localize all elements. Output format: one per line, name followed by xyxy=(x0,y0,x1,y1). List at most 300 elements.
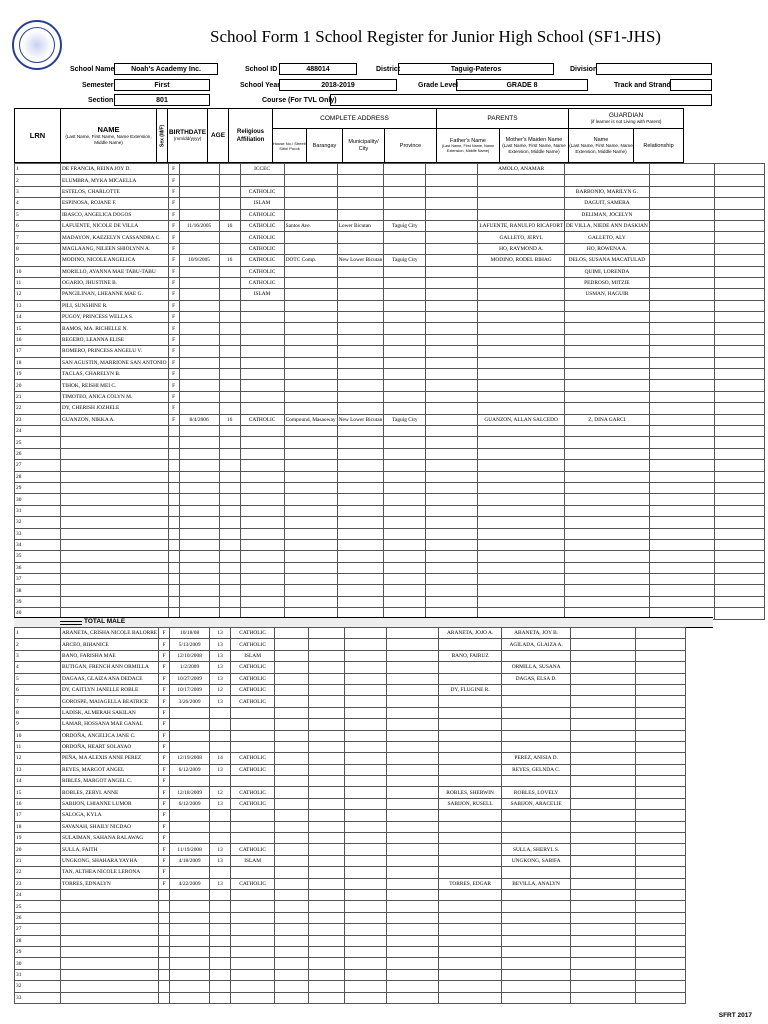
province-cell[interactable] xyxy=(387,696,439,707)
barangay-cell[interactable] xyxy=(337,209,384,220)
lrn-cell[interactable]: 1 xyxy=(15,628,61,639)
father-cell[interactable] xyxy=(439,935,502,946)
city-cell[interactable] xyxy=(384,186,426,197)
sex-cell[interactable] xyxy=(168,460,179,471)
barangay-cell[interactable] xyxy=(309,855,345,866)
lrn-cell[interactable]: 6 xyxy=(15,220,61,231)
house-cell[interactable] xyxy=(284,528,337,539)
father-cell[interactable] xyxy=(478,539,565,550)
father-cell[interactable] xyxy=(439,912,502,923)
sex-cell[interactable] xyxy=(159,912,170,923)
sex-cell[interactable]: F xyxy=(159,696,170,707)
sex-cell[interactable] xyxy=(168,551,179,562)
barangay-cell[interactable] xyxy=(309,787,345,798)
lrn-cell[interactable]: 8 xyxy=(15,707,61,718)
religion-cell[interactable] xyxy=(240,403,284,414)
sex-cell[interactable] xyxy=(159,981,170,992)
barangay-cell[interactable] xyxy=(309,650,345,661)
religion-cell[interactable] xyxy=(231,935,275,946)
province-cell[interactable] xyxy=(426,562,478,573)
religion-cell[interactable] xyxy=(240,596,284,607)
barangay-cell[interactable] xyxy=(309,798,345,809)
house-cell[interactable] xyxy=(275,810,309,821)
relationship-cell[interactable] xyxy=(714,334,764,345)
province-cell[interactable] xyxy=(387,924,439,935)
province-cell[interactable] xyxy=(387,810,439,821)
city-cell[interactable] xyxy=(384,277,426,288)
relationship-cell[interactable] xyxy=(714,448,764,459)
province-cell[interactable] xyxy=(426,403,478,414)
barangay-cell[interactable] xyxy=(309,901,345,912)
barangay-cell[interactable] xyxy=(337,551,384,562)
birthdate-cell[interactable] xyxy=(170,935,210,946)
birthdate-cell[interactable] xyxy=(179,175,219,186)
guardian-name-cell[interactable] xyxy=(649,574,714,585)
guardian-name-cell[interactable] xyxy=(571,673,636,684)
house-cell[interactable] xyxy=(284,585,337,596)
age-cell[interactable] xyxy=(219,369,240,380)
name-cell[interactable]: ORDOÑA, HEART SOLAYAO xyxy=(61,741,159,752)
father-cell[interactable] xyxy=(439,730,502,741)
relationship-cell[interactable] xyxy=(636,764,686,775)
name-cell[interactable]: IBASCO, ANGELICA DOGOS xyxy=(61,209,169,220)
mother-cell[interactable]: PEDROSO, MITZIE xyxy=(565,277,650,288)
mother-cell[interactable] xyxy=(502,696,571,707)
relationship-cell[interactable] xyxy=(714,585,764,596)
name-cell[interactable]: ARCEO, RIHANICE xyxy=(61,639,159,650)
religion-cell[interactable] xyxy=(240,471,284,482)
name-cell[interactable] xyxy=(61,460,169,471)
province-cell[interactable] xyxy=(387,776,439,787)
city-cell[interactable] xyxy=(384,574,426,585)
province-cell[interactable] xyxy=(387,844,439,855)
name-cell[interactable] xyxy=(61,992,159,1003)
lrn-cell[interactable]: 2 xyxy=(15,175,61,186)
name-cell[interactable]: ROMERO, PRINCESS ANGELU V. xyxy=(61,346,169,357)
mother-cell[interactable] xyxy=(565,585,650,596)
father-cell[interactable]: ROBLES, SHERWIN xyxy=(439,787,502,798)
lrn-cell[interactable]: 32 xyxy=(15,517,61,528)
lrn-cell[interactable]: 3 xyxy=(15,186,61,197)
religion-cell[interactable] xyxy=(240,334,284,345)
province-cell[interactable] xyxy=(426,539,478,550)
house-cell[interactable] xyxy=(275,833,309,844)
birthdate-cell[interactable] xyxy=(179,460,219,471)
birthdate-cell[interactable]: 4/22/2009 xyxy=(170,878,210,889)
birthdate-cell[interactable] xyxy=(179,437,219,448)
sex-cell[interactable]: F xyxy=(159,707,170,718)
city-cell[interactable] xyxy=(384,323,426,334)
relationship-cell[interactable] xyxy=(714,357,764,368)
name-cell[interactable] xyxy=(61,539,169,550)
city-cell[interactable] xyxy=(345,924,387,935)
house-cell[interactable] xyxy=(275,673,309,684)
name-cell[interactable] xyxy=(61,471,169,482)
father-cell[interactable] xyxy=(478,494,565,505)
sex-cell[interactable] xyxy=(168,574,179,585)
mother-cell[interactable] xyxy=(565,574,650,585)
father-cell[interactable] xyxy=(478,437,565,448)
city-cell[interactable] xyxy=(345,764,387,775)
age-cell[interactable]: 13 xyxy=(210,628,231,639)
house-cell[interactable] xyxy=(275,889,309,900)
name-cell[interactable] xyxy=(61,574,169,585)
guardian-name-cell[interactable] xyxy=(649,266,714,277)
mother-cell[interactable] xyxy=(565,391,650,402)
city-cell[interactable] xyxy=(345,787,387,798)
birthdate-cell[interactable]: 6/12/2009 xyxy=(170,798,210,809)
barangay-cell[interactable] xyxy=(309,935,345,946)
birthdate-cell[interactable] xyxy=(170,821,210,832)
province-cell[interactable] xyxy=(426,437,478,448)
sex-cell[interactable]: F xyxy=(168,300,179,311)
relationship-cell[interactable] xyxy=(636,662,686,673)
age-cell[interactable] xyxy=(219,346,240,357)
father-cell[interactable] xyxy=(439,810,502,821)
city-cell[interactable] xyxy=(384,380,426,391)
name-cell[interactable]: RAMOS, MA. RICHELLE N. xyxy=(61,323,169,334)
father-cell[interactable]: GALLETO, JERYL xyxy=(478,232,565,243)
barangay-cell[interactable] xyxy=(337,243,384,254)
lrn-cell[interactable]: 36 xyxy=(15,562,61,573)
house-cell[interactable] xyxy=(275,878,309,889)
province-cell[interactable] xyxy=(387,935,439,946)
city-cell[interactable] xyxy=(345,855,387,866)
father-cell[interactable] xyxy=(478,277,565,288)
city-cell[interactable] xyxy=(384,198,426,209)
province-cell[interactable] xyxy=(426,289,478,300)
sex-cell[interactable]: F xyxy=(168,255,179,266)
city-cell[interactable] xyxy=(345,628,387,639)
birthdate-cell[interactable] xyxy=(170,901,210,912)
city-cell[interactable] xyxy=(384,596,426,607)
relationship-cell[interactable] xyxy=(714,414,764,425)
age-cell[interactable] xyxy=(219,209,240,220)
lrn-cell[interactable]: 29 xyxy=(15,482,61,493)
sex-cell[interactable]: F xyxy=(168,232,179,243)
age-cell[interactable]: 13 xyxy=(210,673,231,684)
relationship-cell[interactable] xyxy=(636,867,686,878)
barangay-cell[interactable] xyxy=(309,867,345,878)
age-cell[interactable]: 13 xyxy=(210,764,231,775)
city-cell[interactable] xyxy=(345,935,387,946)
relationship-cell[interactable] xyxy=(636,878,686,889)
name-cell[interactable] xyxy=(61,494,169,505)
barangay-cell[interactable] xyxy=(337,198,384,209)
city-cell[interactable] xyxy=(384,460,426,471)
name-cell[interactable]: RIBLES, MARGOT ANGEL C. xyxy=(61,776,159,787)
relationship-cell[interactable] xyxy=(714,596,764,607)
mother-cell[interactable] xyxy=(565,323,650,334)
city-cell[interactable] xyxy=(384,346,426,357)
house-cell[interactable] xyxy=(284,403,337,414)
birthdate-cell[interactable] xyxy=(179,448,219,459)
house-cell[interactable] xyxy=(275,958,309,969)
father-cell[interactable]: AMOLO, ANAMAR xyxy=(478,164,565,175)
father-cell[interactable] xyxy=(439,753,502,764)
province-cell[interactable] xyxy=(387,867,439,878)
province-cell[interactable] xyxy=(426,551,478,562)
barangay-cell[interactable] xyxy=(309,662,345,673)
sex-cell[interactable]: F xyxy=(168,369,179,380)
religion-cell[interactable]: CATHOLIC xyxy=(231,844,275,855)
barangay-cell[interactable] xyxy=(337,175,384,186)
religion-cell[interactable] xyxy=(240,539,284,550)
father-cell[interactable] xyxy=(478,198,565,209)
track-strand-field[interactable] xyxy=(670,79,712,91)
city-cell[interactable] xyxy=(345,969,387,980)
barangay-cell[interactable] xyxy=(337,460,384,471)
name-cell[interactable]: OGARIO, JHUSTINE B. xyxy=(61,277,169,288)
age-cell[interactable] xyxy=(219,460,240,471)
house-cell[interactable] xyxy=(275,935,309,946)
mother-cell[interactable] xyxy=(502,821,571,832)
father-cell[interactable]: ARANETA, JOJO A. xyxy=(439,628,502,639)
sex-cell[interactable]: F xyxy=(168,391,179,402)
semester-field[interactable]: First xyxy=(114,79,210,91)
house-cell[interactable] xyxy=(284,448,337,459)
barangay-cell[interactable] xyxy=(337,369,384,380)
house-cell[interactable] xyxy=(284,425,337,436)
father-cell[interactable]: MODINO, RODEL BIHAG xyxy=(478,255,565,266)
name-cell[interactable]: REGERO, LEANNA ELISE xyxy=(61,334,169,345)
name-cell[interactable] xyxy=(61,505,169,516)
city-cell[interactable] xyxy=(384,300,426,311)
guardian-name-cell[interactable] xyxy=(571,730,636,741)
father-cell[interactable]: DY, FLUGINE R. xyxy=(439,684,502,695)
sex-cell[interactable]: F xyxy=(168,164,179,175)
province-cell[interactable] xyxy=(426,300,478,311)
mother-cell[interactable] xyxy=(502,810,571,821)
father-cell[interactable] xyxy=(478,482,565,493)
city-cell[interactable] xyxy=(345,662,387,673)
city-cell[interactable] xyxy=(384,357,426,368)
father-cell[interactable] xyxy=(439,844,502,855)
birthdate-cell[interactable] xyxy=(179,482,219,493)
barangay-cell[interactable] xyxy=(309,912,345,923)
name-cell[interactable] xyxy=(61,596,169,607)
father-cell[interactable] xyxy=(478,391,565,402)
religion-cell[interactable]: ISLAM xyxy=(231,650,275,661)
birthdate-cell[interactable]: 11/16/2005 xyxy=(179,220,219,231)
mother-cell[interactable] xyxy=(565,562,650,573)
barangay-cell[interactable] xyxy=(309,958,345,969)
father-cell[interactable] xyxy=(478,574,565,585)
religion-cell[interactable] xyxy=(231,730,275,741)
province-cell[interactable] xyxy=(426,266,478,277)
sex-cell[interactable]: F xyxy=(159,855,170,866)
religion-cell[interactable] xyxy=(240,482,284,493)
father-cell[interactable] xyxy=(478,300,565,311)
age-cell[interactable] xyxy=(210,867,231,878)
name-cell[interactable] xyxy=(61,935,159,946)
lrn-cell[interactable]: 18 xyxy=(15,357,61,368)
guardian-name-cell[interactable] xyxy=(571,696,636,707)
city-cell[interactable] xyxy=(345,798,387,809)
city-cell[interactable] xyxy=(345,981,387,992)
mother-cell[interactable]: HO, ROWENA A. xyxy=(565,243,650,254)
barangay-cell[interactable] xyxy=(337,380,384,391)
house-cell[interactable]: Santos Ave. xyxy=(284,220,337,231)
age-cell[interactable]: 13 xyxy=(210,878,231,889)
lrn-cell[interactable]: 24 xyxy=(15,889,61,900)
mother-cell[interactable] xyxy=(565,357,650,368)
province-cell[interactable] xyxy=(387,628,439,639)
father-cell[interactable] xyxy=(439,969,502,980)
sex-cell[interactable]: F xyxy=(168,403,179,414)
name-cell[interactable]: BANO, FARISHA MAE xyxy=(61,650,159,661)
house-cell[interactable] xyxy=(275,844,309,855)
guardian-name-cell[interactable] xyxy=(571,878,636,889)
city-cell[interactable] xyxy=(384,437,426,448)
name-cell[interactable] xyxy=(61,912,159,923)
sex-cell[interactable]: F xyxy=(168,334,179,345)
house-cell[interactable] xyxy=(284,300,337,311)
religion-cell[interactable] xyxy=(240,551,284,562)
age-cell[interactable]: 16 xyxy=(219,220,240,231)
age-cell[interactable] xyxy=(219,517,240,528)
relationship-cell[interactable] xyxy=(714,369,764,380)
barangay-cell[interactable] xyxy=(337,403,384,414)
birthdate-cell[interactable] xyxy=(179,357,219,368)
relationship-cell[interactable] xyxy=(636,707,686,718)
city-cell[interactable]: Taguig City xyxy=(384,414,426,425)
barangay-cell[interactable] xyxy=(337,277,384,288)
guardian-name-cell[interactable] xyxy=(649,186,714,197)
age-cell[interactable] xyxy=(210,958,231,969)
province-cell[interactable] xyxy=(387,981,439,992)
province-cell[interactable] xyxy=(387,741,439,752)
name-cell[interactable]: UNGKONG, SHAHARA YAYHA xyxy=(61,855,159,866)
age-cell[interactable] xyxy=(210,810,231,821)
religion-cell[interactable] xyxy=(231,992,275,1003)
mother-cell[interactable] xyxy=(565,494,650,505)
guardian-name-cell[interactable] xyxy=(649,209,714,220)
province-cell[interactable] xyxy=(426,574,478,585)
barangay-cell[interactable] xyxy=(309,776,345,787)
name-cell[interactable]: TIHOK, REISHI MEI C. xyxy=(61,380,169,391)
age-cell[interactable] xyxy=(210,912,231,923)
age-cell[interactable] xyxy=(219,175,240,186)
father-cell[interactable] xyxy=(478,334,565,345)
mother-cell[interactable]: DAGAS, ELSA D. xyxy=(502,673,571,684)
religion-cell[interactable] xyxy=(240,346,284,357)
birthdate-cell[interactable] xyxy=(179,289,219,300)
birthdate-cell[interactable] xyxy=(179,300,219,311)
mother-cell[interactable] xyxy=(502,730,571,741)
house-cell[interactable] xyxy=(284,266,337,277)
mother-cell[interactable] xyxy=(565,539,650,550)
lrn-cell[interactable]: 5 xyxy=(15,209,61,220)
province-cell[interactable] xyxy=(387,639,439,650)
religion-cell[interactable]: CATHOLIC xyxy=(240,414,284,425)
barangay-cell[interactable] xyxy=(309,946,345,957)
barangay-cell[interactable] xyxy=(337,289,384,300)
guardian-name-cell[interactable] xyxy=(571,684,636,695)
house-cell[interactable] xyxy=(275,707,309,718)
name-cell[interactable] xyxy=(61,969,159,980)
guardian-name-cell[interactable] xyxy=(571,821,636,832)
house-cell[interactable] xyxy=(275,684,309,695)
school-id-field[interactable]: 488014 xyxy=(279,63,357,75)
relationship-cell[interactable] xyxy=(636,798,686,809)
guardian-name-cell[interactable] xyxy=(649,562,714,573)
relationship-cell[interactable] xyxy=(636,821,686,832)
lrn-cell[interactable]: 12 xyxy=(15,289,61,300)
school-name-field[interactable]: Noah's Academy Inc. xyxy=(114,63,218,75)
religion-cell[interactable] xyxy=(231,924,275,935)
barangay-cell[interactable] xyxy=(337,574,384,585)
lrn-cell[interactable]: 19 xyxy=(15,833,61,844)
barangay-cell[interactable] xyxy=(309,981,345,992)
age-cell[interactable] xyxy=(219,539,240,550)
birthdate-cell[interactable] xyxy=(179,391,219,402)
age-cell[interactable] xyxy=(219,380,240,391)
sex-cell[interactable] xyxy=(168,494,179,505)
sex-cell[interactable]: F xyxy=(168,323,179,334)
religion-cell[interactable] xyxy=(240,517,284,528)
relationship-cell[interactable] xyxy=(714,243,764,254)
barangay-cell[interactable] xyxy=(309,628,345,639)
father-cell[interactable] xyxy=(478,266,565,277)
guardian-name-cell[interactable] xyxy=(571,867,636,878)
city-cell[interactable] xyxy=(384,334,426,345)
province-cell[interactable] xyxy=(426,312,478,323)
city-cell[interactable] xyxy=(345,867,387,878)
barangay-cell[interactable] xyxy=(309,878,345,889)
guardian-name-cell[interactable] xyxy=(649,312,714,323)
father-cell[interactable]: SABIJON, RUSELL xyxy=(439,798,502,809)
religion-cell[interactable] xyxy=(231,889,275,900)
mother-cell[interactable] xyxy=(502,981,571,992)
birthdate-cell[interactable] xyxy=(179,346,219,357)
sex-cell[interactable]: F xyxy=(159,639,170,650)
age-cell[interactable]: 13 xyxy=(210,855,231,866)
relationship-cell[interactable] xyxy=(714,539,764,550)
house-cell[interactable] xyxy=(275,764,309,775)
house-cell[interactable] xyxy=(275,741,309,752)
mother-cell[interactable] xyxy=(565,528,650,539)
sex-cell[interactable] xyxy=(168,596,179,607)
house-cell[interactable] xyxy=(284,323,337,334)
birthdate-cell[interactable] xyxy=(170,969,210,980)
house-cell[interactable] xyxy=(275,628,309,639)
birthdate-cell[interactable] xyxy=(170,912,210,923)
house-cell[interactable] xyxy=(284,517,337,528)
birthdate-cell[interactable] xyxy=(179,551,219,562)
province-cell[interactable] xyxy=(387,958,439,969)
province-cell[interactable] xyxy=(426,186,478,197)
city-cell[interactable] xyxy=(384,243,426,254)
guardian-name-cell[interactable] xyxy=(571,719,636,730)
section-field[interactable]: 801 xyxy=(114,94,210,106)
name-cell[interactable]: ROBLES, ZERYL ANNE xyxy=(61,787,159,798)
mother-cell[interactable]: USMAN, HAGUIR xyxy=(565,289,650,300)
sex-cell[interactable] xyxy=(159,946,170,957)
guardian-name-cell[interactable] xyxy=(571,707,636,718)
birthdate-cell[interactable] xyxy=(170,833,210,844)
city-cell[interactable] xyxy=(384,482,426,493)
birthdate-cell[interactable] xyxy=(170,741,210,752)
city-cell[interactable] xyxy=(384,289,426,300)
relationship-cell[interactable] xyxy=(636,924,686,935)
guardian-name-cell[interactable] xyxy=(649,300,714,311)
birthdate-cell[interactable]: 10/9/2005 xyxy=(179,255,219,266)
city-cell[interactable] xyxy=(345,992,387,1003)
name-cell[interactable] xyxy=(61,517,169,528)
lrn-cell[interactable]: 27 xyxy=(15,460,61,471)
religion-cell[interactable] xyxy=(240,369,284,380)
